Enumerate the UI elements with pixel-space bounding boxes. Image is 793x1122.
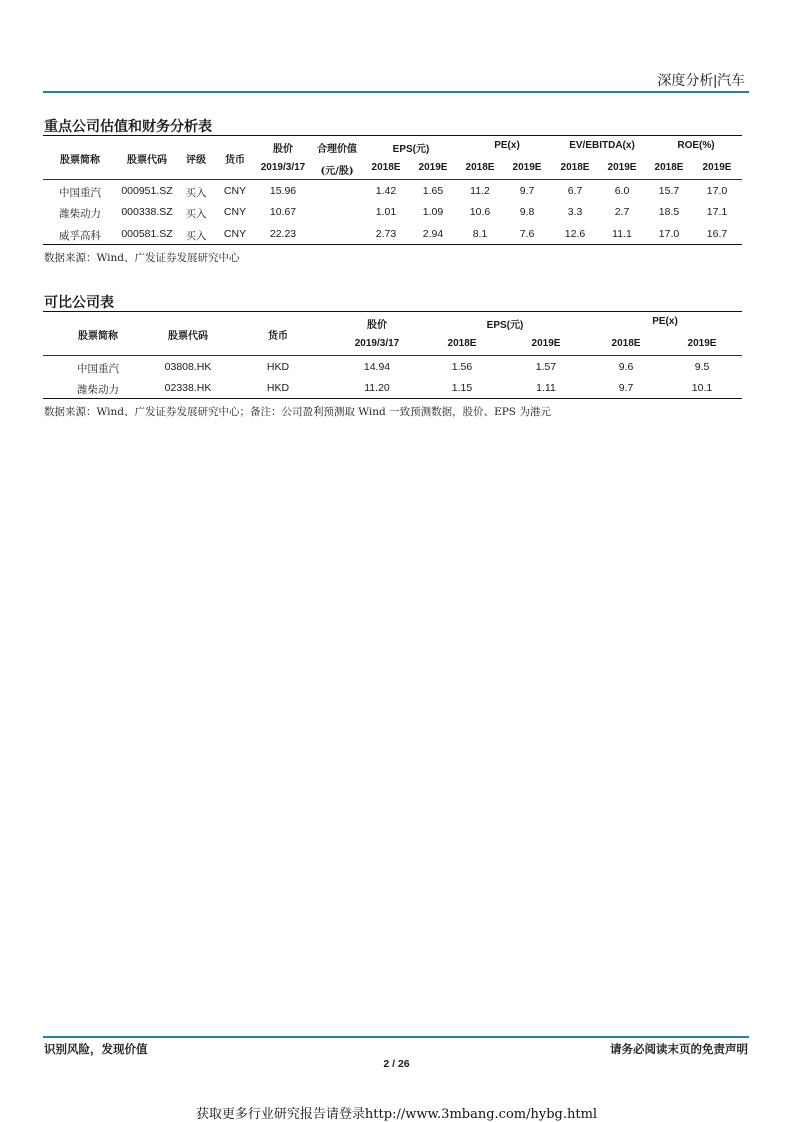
cell-price: 11.20 — [364, 382, 390, 394]
cell-eps-2018: 1.56 — [451, 361, 473, 373]
cell-price: 10.67 — [269, 206, 297, 218]
col-currency-header: 货币 — [268, 331, 288, 342]
table1-title: 重点公司估值和财务分析表 — [44, 119, 212, 135]
cell-currency: HKD — [266, 382, 290, 394]
cell-name: 潍柴动力 — [59, 208, 101, 220]
cell-ev-2018: 3.3 — [567, 206, 583, 218]
ev-2019-header: 2019E — [607, 162, 637, 173]
footer-divider — [43, 1036, 749, 1038]
pe-2018-header: 2018E — [465, 162, 495, 173]
report-category: 深度分析|汽车 — [657, 72, 745, 88]
cell-rating: 买入 — [185, 230, 207, 242]
cell-pe-2018: 11.2 — [470, 185, 490, 197]
eps-group-header: EPS(元) — [486, 320, 524, 331]
roe-2019-header: 2019E — [702, 162, 732, 173]
cell-code: 000951.SZ — [121, 185, 173, 197]
col-code-header: 股票代码 — [168, 331, 208, 342]
cell-eps-2019: 1.57 — [535, 361, 557, 373]
header-divider — [43, 91, 749, 93]
cell-eps-2019: 1.65 — [422, 185, 444, 197]
table2-title: 可比公司表 — [44, 295, 114, 311]
cell-code: 000581.SZ — [121, 228, 173, 240]
cell-name: 威孚高科 — [59, 230, 101, 242]
cell-name: 中国重汽 — [77, 363, 119, 375]
table2-bottom-rule — [43, 398, 742, 399]
cell-ev-2019: 2.7 — [614, 206, 630, 218]
col-fair-unit: (元/股) — [320, 166, 354, 177]
cell-eps-2018: 1.01 — [375, 206, 397, 218]
cell-pe-2019: 9.7 — [519, 185, 535, 197]
cell-pe-2018: 8.1 — [472, 228, 488, 240]
cell-code: 000338.SZ — [121, 206, 173, 218]
col-code-header: 股票代码 — [127, 155, 167, 166]
cell-eps-2019: 2.94 — [422, 228, 444, 240]
cell-name: 中国重汽 — [59, 187, 101, 199]
cell-pe-2019: 9.8 — [519, 206, 535, 218]
col-price-header: 股价 — [367, 320, 387, 331]
cell-price: 15.96 — [269, 185, 297, 197]
col-price-header: 股价 — [273, 144, 293, 155]
col-name-header: 股票简称 — [78, 331, 118, 342]
eps-2018-header: 2018E — [447, 338, 477, 349]
col-price-date: 2019/3/17 — [260, 162, 306, 173]
cell-roe-2019: 17.0 — [706, 185, 728, 197]
cell-eps-2018: 2.73 — [375, 228, 397, 240]
cell-rating: 买入 — [185, 208, 207, 220]
cell-pe-2018: 9.7 — [618, 382, 634, 394]
roe-group-header: ROE(%) — [677, 140, 715, 151]
cell-eps-2019: 1.11 — [536, 382, 556, 394]
col-currency-header: 货币 — [225, 155, 245, 166]
cell-price: 22.23 — [269, 228, 297, 240]
cell-ev-2019: 11.1 — [612, 228, 632, 240]
cell-eps-2018: 1.42 — [375, 185, 397, 197]
table1-top-rule — [43, 135, 742, 136]
eps-2019-header: 2019E — [531, 338, 561, 349]
pe-2019-header: 2019E — [512, 162, 542, 173]
eps-2019-header: 2019E — [418, 162, 448, 173]
table1-bottom-rule — [43, 244, 742, 245]
cell-roe-2019: 16.7 — [706, 228, 728, 240]
cell-roe-2018: 15.7 — [658, 185, 680, 197]
cell-roe-2018: 17.0 — [658, 228, 680, 240]
footer-slogan: 识别风险，发现价值 — [44, 1044, 148, 1056]
cell-roe-2019: 17.1 — [706, 206, 728, 218]
cell-ev-2019: 6.0 — [614, 185, 630, 197]
download-link-text[interactable]: 获取更多行业研究报告请登录http://www.3mbang.com/hybg.html — [195, 1107, 598, 1122]
cell-code: 02338.HK — [164, 382, 212, 394]
cell-ev-2018: 12.6 — [564, 228, 586, 240]
table2-source: 数据来源：Wind、广发证券发展研究中心；备注：公司盈利预测取 Wind 一致预测数据，股价、EPS 为港元 — [44, 406, 551, 418]
ev-2018-header: 2018E — [560, 162, 590, 173]
col-name-header: 股票简称 — [60, 155, 100, 166]
cell-pe-2018: 9.6 — [618, 361, 634, 373]
page-number: 2 / 26 — [383, 1058, 410, 1070]
table1-source: 数据来源：Wind、广发证券发展研究中心 — [44, 252, 240, 264]
cell-pe-2019: 9.5 — [694, 361, 710, 373]
col-fair-header: 合理价值 — [317, 144, 357, 155]
cell-ev-2018: 6.7 — [567, 185, 583, 197]
eps-group-header: EPS(元) — [392, 144, 430, 155]
col-rating-header: 评级 — [186, 155, 206, 166]
cell-pe-2018: 10.6 — [469, 206, 491, 218]
table2-top-rule — [43, 311, 742, 312]
roe-2018-header: 2018E — [654, 162, 684, 173]
cell-currency: CNY — [223, 206, 247, 218]
cell-currency: CNY — [223, 228, 247, 240]
cell-currency: HKD — [266, 361, 290, 373]
cell-price: 14.94 — [363, 361, 391, 373]
pe-group-header: PE(x) — [652, 316, 678, 327]
eps-2018-header: 2018E — [371, 162, 401, 173]
cell-pe-2019: 7.6 — [519, 228, 535, 240]
ev-group-header: EV/EBITDA(x) — [569, 140, 635, 151]
cell-rating: 买入 — [185, 187, 207, 199]
cell-eps-2019: 1.09 — [422, 206, 444, 218]
cell-currency: CNY — [223, 185, 247, 197]
col-price-date: 2019/3/17 — [354, 338, 400, 349]
table1-header-rule — [43, 179, 742, 180]
cell-code: 03808.HK — [164, 361, 212, 373]
cell-eps-2018: 1.15 — [451, 382, 473, 394]
cell-pe-2019: 10.1 — [691, 382, 713, 394]
cell-roe-2018: 18.5 — [658, 206, 680, 218]
pe-group-header: PE(x) — [494, 140, 520, 151]
pe-2018-header: 2018E — [611, 338, 641, 349]
cell-name: 潍柴动力 — [77, 384, 119, 396]
footer-disclaimer-note: 请务必阅读末页的免责声明 — [610, 1044, 748, 1056]
table2-header-rule — [43, 355, 742, 356]
pe-2019-header: 2019E — [687, 338, 717, 349]
